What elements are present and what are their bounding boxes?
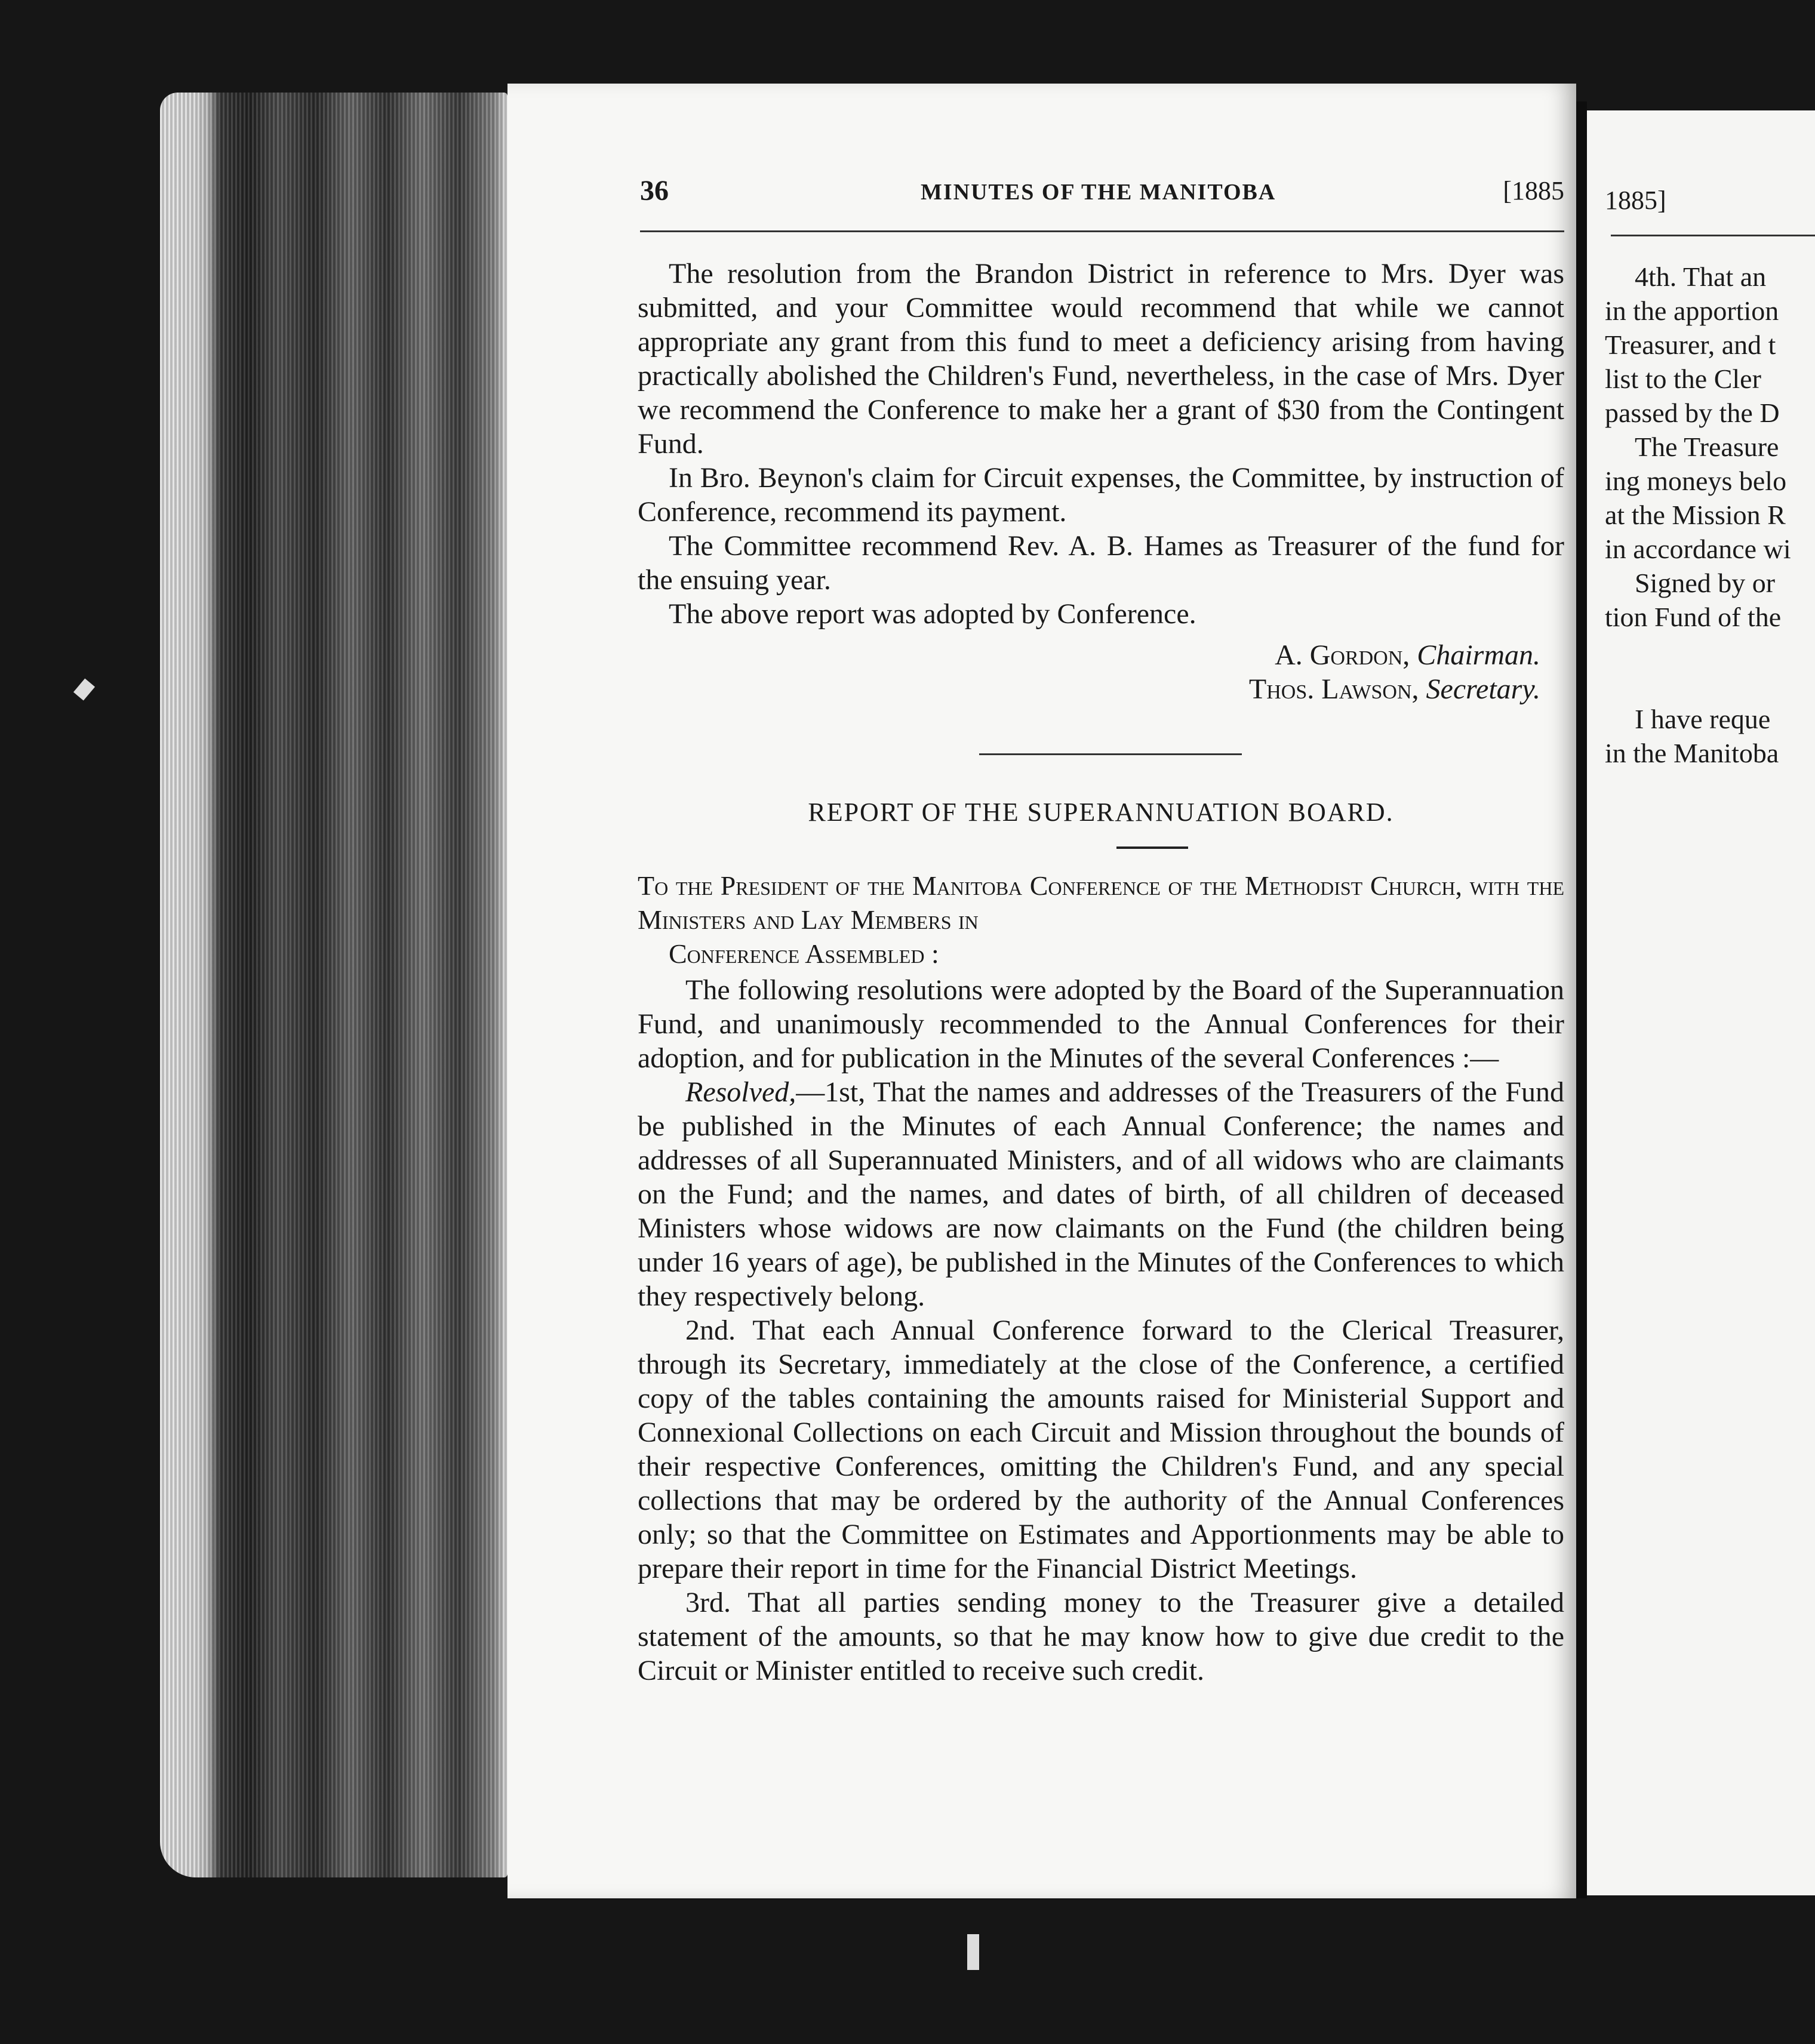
header-rule [640, 230, 1564, 232]
text-line: ing moneys belo [1605, 466, 1787, 496]
page-number: 36 [640, 175, 669, 207]
signature-chairman [638, 638, 1540, 672]
title-rule [1116, 846, 1188, 849]
signatory-role: Chairman. [1417, 639, 1540, 671]
text-line: 4th. That an [1635, 261, 1767, 292]
resolution-1 [638, 1075, 1564, 1313]
resolution-text: —1st, That the names and addresses of the Treasurers of the Fund be published in the Minutes of each Annual Conference; the names and addresses of all Superannuated Ministers, and of all widows who are claimants on the Fund; and the names, and dates of birth, of all children of deceased Ministers whose widows are now claimants on the Fund (the children being under 16 years of age), be published in the Minutes of the Conferences to which they respectively belong. [638, 1076, 1564, 1312]
text-line: in accordance wi [1605, 534, 1791, 564]
paragraph: In Bro. Beynon's claim for Circuit expenses, the Committee, by instruction of Conference, recommend its payment. [638, 462, 1564, 528]
text-line: Signed by or [1635, 568, 1776, 598]
paragraph: The resolution from the Brandon District in reference to Mrs. Dyer was submitted, and your Committee would recommend that while we cannot appropriate any grant from this fund to meet a deficiency arising from having practically abolished the Children's Fund, nevertheless, in the case of Mrs. Dyer we recommend the Conference to make her a grant of $30 from the Contingent Fund. [638, 258, 1564, 460]
text-line: at the Mission R [1605, 500, 1786, 530]
facing-page-year: 1885] [1605, 186, 1666, 215]
text-line: tion Fund of the [1605, 602, 1782, 632]
signatory-role: Secretary. [1426, 673, 1540, 705]
resolution-3: 3rd. That all parties sending money to the Treasurer give a detailed statement of the amounts, so that he may know how to give due credit to the Circuit or Minister entitled to receive such credit. [638, 1587, 1564, 1686]
text-line: The Treasure [1635, 432, 1779, 462]
facing-page-text [1605, 260, 1815, 770]
facing-header-rule [1611, 235, 1815, 236]
text-line: in the apportion [1605, 295, 1779, 326]
scan-speck [967, 1934, 979, 1970]
signatory-name: A. Gordon, [1275, 639, 1410, 671]
report-address [638, 869, 1564, 971]
address-line: To the President of the Manitoba Conference of the Methodist Church, with the Ministers and Lay Members in [638, 870, 1564, 935]
resolution-2: 2nd. That each Annual Conference forward to the Clerical Treasurer, through its Secretary, immediately at the close of the Conference, a certified copy of the tables containing the amounts raised for Ministerial Support and Connexional Collections on each Circuit and Mission throughout the bounds of their respective Conferences, omitting the Children's Fund, and any special collections that may be ordered by the authority of the Annual Conferences only; so that the Committee on Estimates and Apportionments may be able to prepare their report in time for the Financial District Meetings. [638, 1315, 1564, 1584]
paragraph: The Committee recommend Rev. A. B. Hames as Treasurer of the fund for the ensuing year. [638, 530, 1564, 596]
text-line: Treasurer, and t [1605, 330, 1776, 360]
running-title: MINUTES OF THE MANITOBA [921, 180, 1276, 205]
header-year: [1885 [1503, 176, 1564, 205]
paragraph: The above report was adopted by Conference. [669, 598, 1196, 630]
report-title: REPORT OF THE SUPERANNUATION BOARD. [808, 798, 1394, 827]
intro-paragraph: The following resolutions were adopted by the Board of the Superannuation Fund, and unanimously recommended to the Annual Conferences for their adoption, and for publication in the Minutes of the several Conferences :— [638, 974, 1564, 1074]
section-divider [979, 753, 1242, 755]
facing-page [1587, 110, 1815, 1895]
text-line [1605, 634, 1815, 668]
committee-report-text [638, 257, 1564, 706]
text-line: I have reque [1635, 704, 1771, 734]
resolutions-text [638, 973, 1564, 1688]
address-line: Conference Assembled : [669, 938, 939, 969]
text-line: list to the Cler [1605, 364, 1761, 394]
scan-speck [73, 678, 95, 700]
text-line: passed by the D [1605, 398, 1780, 428]
text-line: in the Manitoba [1605, 738, 1779, 768]
text-line [1605, 668, 1815, 702]
resolved-label: Resolved, [685, 1076, 796, 1108]
signatory-name: Thos. Lawson, [1248, 673, 1419, 705]
book-page-edges [160, 93, 507, 1877]
page-header [640, 174, 1564, 216]
signature-secretary [638, 672, 1540, 706]
book-gutter [1576, 101, 1587, 1898]
